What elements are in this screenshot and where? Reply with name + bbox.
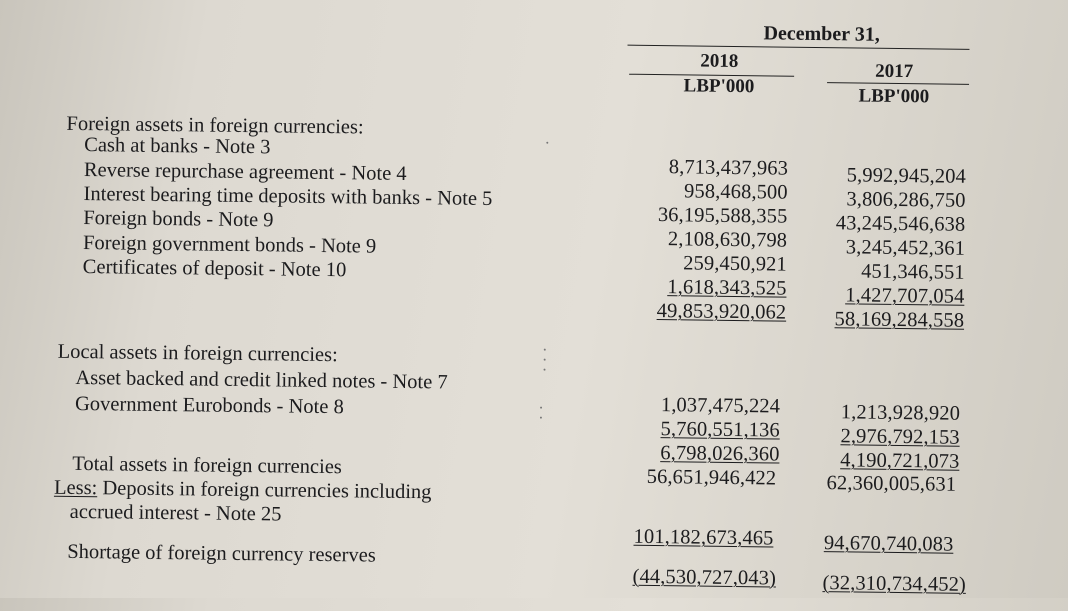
value-2018-gov-eurobonds: 5,760,551,136 bbox=[660, 418, 780, 442]
unit-2017-heading: LBP'000 bbox=[858, 85, 930, 108]
period-heading: December 31, bbox=[763, 22, 880, 46]
value-2018-cash-at-banks: 8,713,437,963 bbox=[668, 156, 789, 180]
less-prefix: Less: bbox=[53, 476, 98, 500]
value-2017-reverse-repo: 3,806,286,750 bbox=[846, 188, 966, 212]
total-assets-label: Total assets in foreign currencies bbox=[72, 452, 342, 479]
scan-mark bbox=[544, 349, 546, 351]
scan-mark bbox=[540, 417, 542, 419]
value-2018-foreign-bonds: 2,108,630,798 bbox=[667, 228, 788, 252]
period-rule bbox=[627, 45, 969, 50]
value-2017-asset-backed-notes: 1,213,928,920 bbox=[840, 401, 961, 425]
shortage-2018: (44,530,727,043) bbox=[632, 565, 777, 590]
year-2017-heading: 2017 bbox=[875, 60, 914, 83]
foreign-assets-heading: Foreign assets in foreign currencies: bbox=[66, 112, 364, 139]
value-2018-time-deposits: 36,195,588,355 bbox=[657, 204, 788, 228]
unit-2018-heading: LBP'000 bbox=[683, 75, 755, 98]
value-2017-cash-at-banks: 5,992,945,204 bbox=[846, 164, 967, 188]
row-label-cash-at-banks: Cash at banks - Note 3 bbox=[84, 134, 271, 159]
row-label-foreign-bonds: Foreign bonds - Note 9 bbox=[83, 207, 274, 232]
scan-mark bbox=[544, 359, 546, 361]
subtotal-2017-foreign: 58,169,284,558 bbox=[834, 308, 965, 332]
less-deposits-2017: 94,670,740,083 bbox=[823, 532, 954, 556]
scan-mark bbox=[546, 142, 548, 144]
value-2018-foreign-gov-bonds: 259,450,921 bbox=[683, 252, 787, 276]
row-label-asset-backed-notes: Asset backed and credit linked notes - Note 7 bbox=[75, 366, 448, 394]
less-deposits-text: Deposits in foreign currencies including bbox=[97, 477, 432, 504]
row-label-foreign-gov-bonds: Foreign government bonds - Note 9 bbox=[82, 232, 377, 258]
value-2018-asset-backed-notes: 1,037,475,224 bbox=[660, 394, 781, 418]
value-2017-certificates-of-deposit: 1,427,707,054 bbox=[845, 284, 965, 308]
less-deposits-label bbox=[54, 477, 432, 504]
value-2017-gov-eurobonds: 2,976,792,153 bbox=[840, 425, 960, 449]
row-label-time-deposits: Interest bearing time deposits with banks - Note 5 bbox=[83, 183, 493, 211]
value-2017-foreign-gov-bonds: 451,346,551 bbox=[861, 260, 965, 284]
row-label-gov-eurobonds: Government Eurobonds - Note 8 bbox=[74, 392, 344, 419]
value-2018-reverse-repo: 958,468,500 bbox=[683, 180, 788, 204]
scan-mark bbox=[540, 407, 542, 409]
value-2018-certificates-of-deposit: 1,618,343,525 bbox=[667, 276, 787, 300]
scan-mark bbox=[544, 369, 546, 371]
row-label-reverse-repo: Reverse repurchase agreement - Note 4 bbox=[83, 159, 407, 185]
subtotal-2017-local: 4,190,721,073 bbox=[840, 449, 960, 473]
subtotal-2018-foreign: 49,853,920,062 bbox=[656, 300, 787, 324]
local-assets-heading: Local assets in foreign currencies: bbox=[57, 340, 338, 367]
shortage-label: Shortage of foreign currency reserves bbox=[67, 540, 376, 567]
year-2018-heading: 2018 bbox=[700, 50, 739, 73]
total-assets-2018: 56,651,946,422 bbox=[646, 465, 777, 490]
shortage-2017: (32,310,734,452) bbox=[822, 572, 967, 596]
value-2017-foreign-bonds: 3,245,452,361 bbox=[845, 236, 966, 260]
value-2017-time-deposits: 43,245,546,638 bbox=[835, 212, 966, 236]
row-label-certificates-of-deposit: Certificates of deposit - Note 10 bbox=[82, 256, 347, 282]
total-assets-2017: 62,360,005,631 bbox=[826, 472, 957, 496]
subtotal-2018-local: 6,798,026,360 bbox=[660, 442, 780, 466]
less-deposits-2018: 101,182,673,465 bbox=[633, 525, 774, 550]
less-deposits-label-line2: accrued interest - Note 25 bbox=[69, 500, 282, 526]
